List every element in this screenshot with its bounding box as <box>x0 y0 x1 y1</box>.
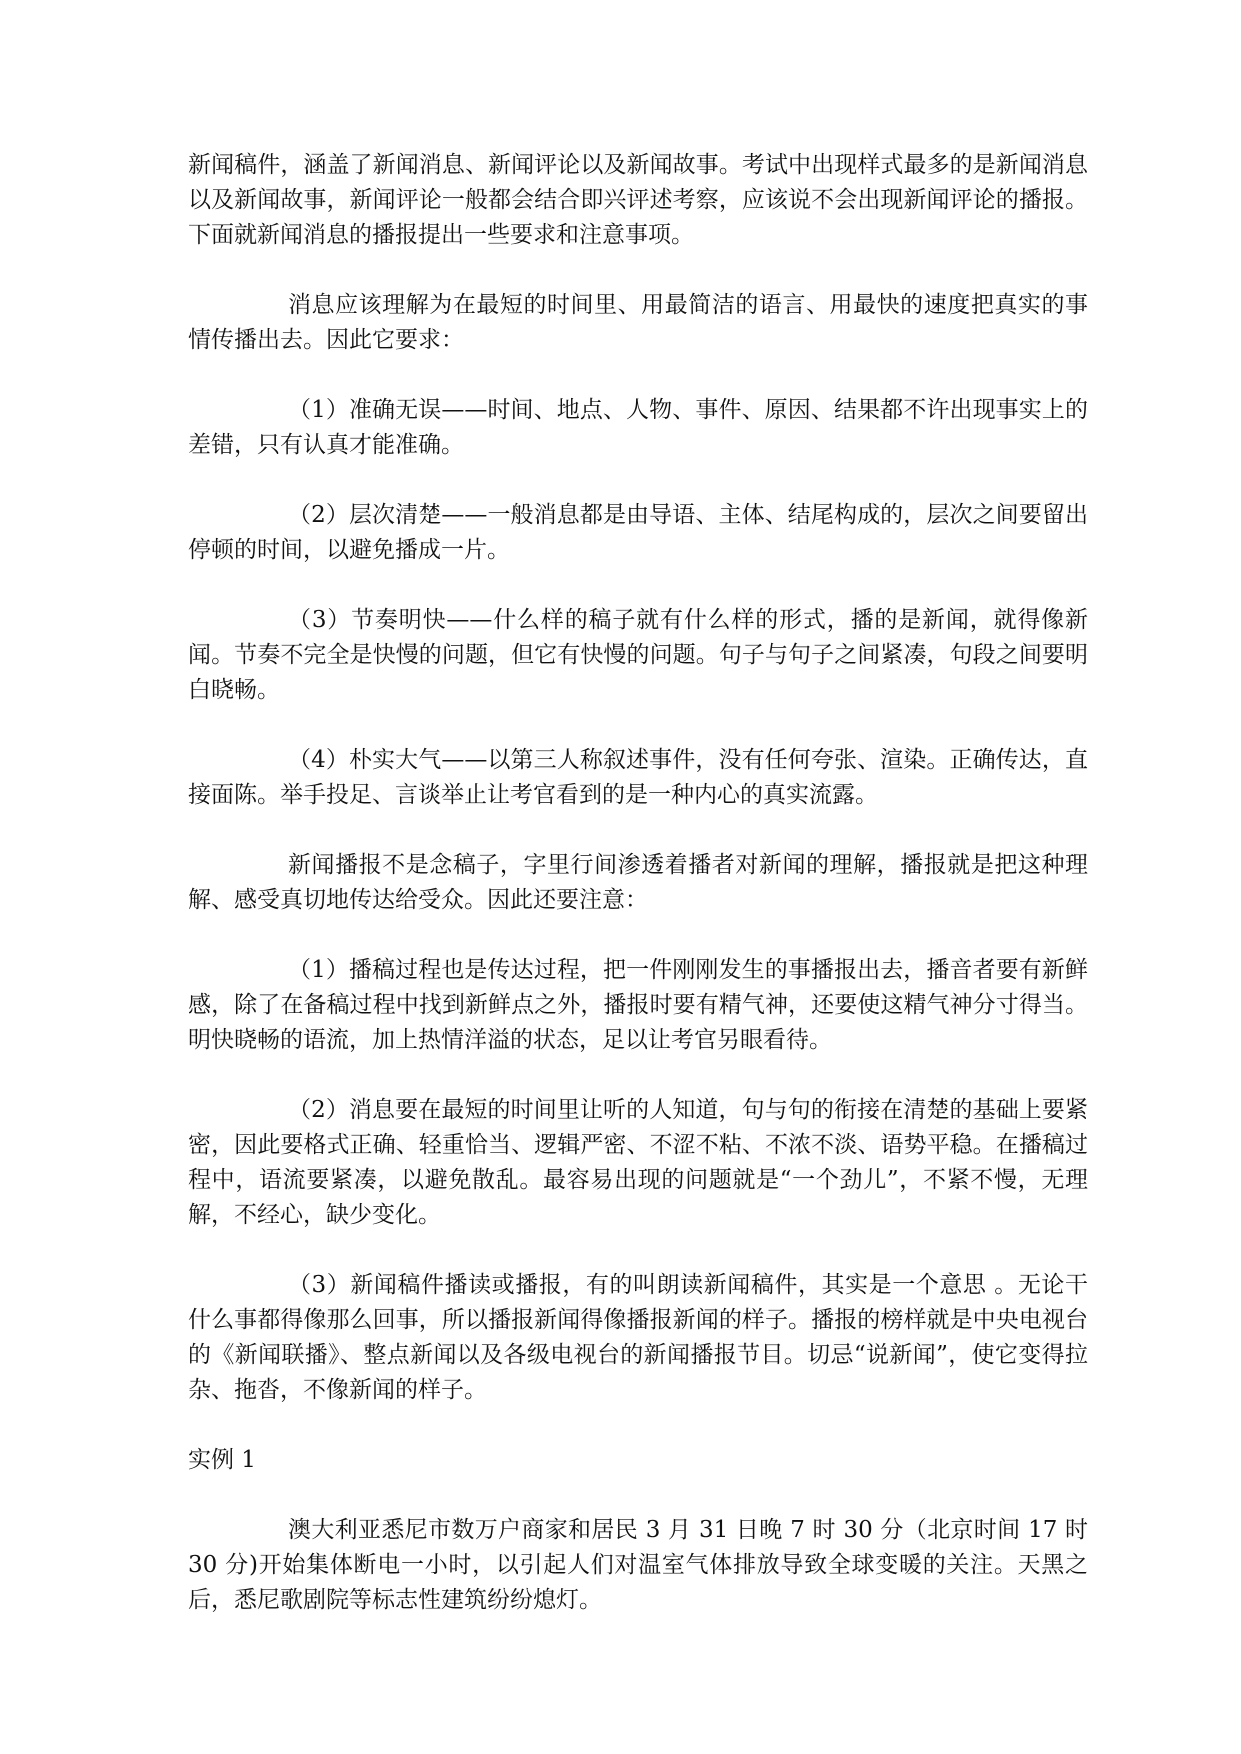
paragraph-broadcast-note: 新闻播报不是念稿子，字里行间渗透着播者对新闻的理解，播报就是把这种理解、感受真切地传达给受众。因此还要注意： <box>188 852 1088 913</box>
paragraph-requirement-1: （1）准确无误——时间、地点、人物、事件、原因、结果都不许出现事实上的差错，只有认真才能准确。 <box>188 397 1088 458</box>
paragraph-attention-1: （1）播稿过程也是传达过程，把一件刚刚发生的事播报出去，播音者要有新鲜感，除了在备稿过程中找到新鲜点之外，播报时要有精气神，还要使这精气神分寸得当。明快晓畅的语流，加上热情洋溢的状态，足以让考官另眼看待。 <box>188 957 1088 1053</box>
paragraph-intro: 新闻稿件，涵盖了新闻消息、新闻评论以及新闻故事。考试中出现样式最多的是新闻消息以及新闻故事，新闻评论一般都会结合即兴评述考察，应该说不会出现新闻评论的播报。下面就新闻消息的播报提出一些要求和注意事项。 <box>188 152 1088 248</box>
paragraph-example-1: 澳大利亚悉尼市数万户商家和居民 3 月 31 日晚 7 时 30 分（北京时间 17 时 30 分)开始集体断电一小时，以引起人们对温室气体排放导致全球变暖的关注。天黑之后，悉尼歌剧院等标志性建筑纷纷熄灯。 <box>188 1517 1088 1613</box>
paragraph-attention-2: （2）消息要在最短的时间里让听的人知道，句与句的衔接在清楚的基础上要紧密，因此要格式正确、轻重恰当、逻辑严密、不涩不粘、不浓不淡、语势平稳。在播稿过程中，语流要紧凑，以避免散乱。最容易出现的问题就是“一个劲儿”，不紧不慢，无理解，不经心，缺少变化。 <box>188 1097 1088 1228</box>
paragraph-news-definition: 消息应该理解为在最短的时间里、用最简洁的语言、用最快的速度把真实的事情传播出去。因此它要求： <box>188 292 1088 353</box>
paragraph-requirement-4: （4）朴实大气——以第三人称叙述事件，没有任何夸张、渲染。正确传达，直接面陈。举手投足、言谈举止让考官看到的是一种内心的真实流露。 <box>188 747 1088 808</box>
example-heading: 实例 1 <box>188 1447 256 1473</box>
paragraph-requirement-3: （3）节奏明快——什么样的稿子就有什么样的形式，播的是新闻，就得像新闻。节奏不完全是快慢的问题，但它有快慢的问题。句子与句子之间紧凑，句段之间要明白晓畅。 <box>188 607 1088 703</box>
paragraph-requirement-2: （2）层次清楚——一般消息都是由导语、主体、结尾构成的，层次之间要留出停顿的时间，以避免播成一片。 <box>188 502 1088 563</box>
document-page <box>188 148 1088 1653</box>
paragraph-attention-3: （3）新闻稿件播读或播报，有的叫朗读新闻稿件，其实是一个意思 。无论干什么事都得像那么回事，所以播报新闻得像播报新闻的样子。播报的榜样就是中央电视台的《新闻联播》、整点新闻以及各级电视台的新闻播报节目。切忌“说新闻”，使它变得拉杂、拖沓，不像新闻的样子。 <box>188 1272 1088 1403</box>
